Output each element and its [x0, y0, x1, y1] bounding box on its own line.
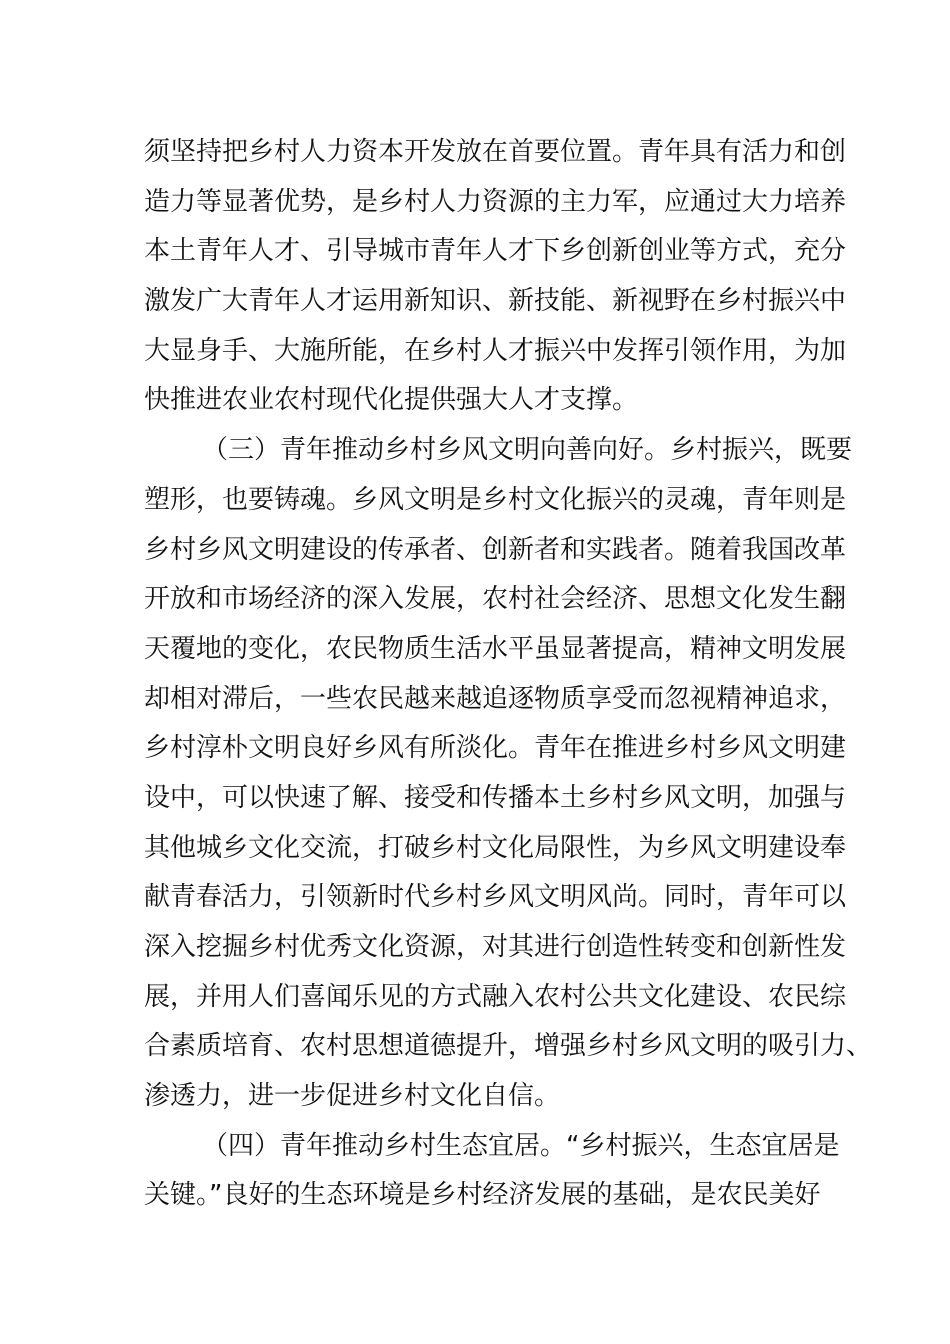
text-line: 乡村乡风文明建设的传承者、创新者和实践者。随着我国改革 — [144, 534, 847, 565]
text-line: 开放和市场经济的深入发展，农村社会经济、思想文化发生翻 — [144, 584, 847, 615]
text-line: 乡村淳朴文明良好乡风有所淡化。青年在推进乡村乡风文明建 — [144, 733, 847, 764]
text-line: 关键。”良好的生态环境是乡村经济发展的基础，是农民美好 — [144, 1180, 821, 1211]
text-line: 献青春活力，引领新时代乡村乡风文明风尚。同时，青年可以 — [144, 882, 847, 913]
text-line: 快推进农业农村现代化提供强大人才支撑。 — [144, 385, 639, 416]
text-line: 合素质培育、农村思想道德提升，增强乡村乡风文明的吸引力、 — [144, 1031, 873, 1062]
text-line: 须坚持把乡村人力资本开发放在首要位置。青年具有活力和创 — [144, 137, 847, 167]
text-line: 却相对滞后，一些农民越来越追逐物质享受而忽视精神追求， — [144, 683, 847, 714]
text-line: 激发广大青年人才运用新知识、新技能、新视野在乡村振兴中 — [144, 286, 847, 317]
section-heading-three: （三）青年推动乡村乡风文明向善向好。乡村振兴，既要 — [202, 435, 853, 466]
text-line: 造力等显著优势，是乡村人力资源的主力军，应通过大力培养 — [144, 186, 847, 217]
text-line: 设中，可以快速了解、接受和传播本土乡村乡风文明，加强与 — [144, 782, 847, 813]
text-line: 天覆地的变化，农民物质生活水平虽显著提高，精神文明发展 — [144, 633, 847, 664]
section-heading-four: （四）青年推动乡村生态宜居。“乡村振兴，生态宜居是 — [202, 1130, 840, 1161]
text-line: 本土青年人才、引导城市青年人才下乡创新创业等方式，充分 — [144, 236, 847, 267]
text-line: 渗透力，进一步促进乡村文化自信。 — [144, 1081, 561, 1112]
text-line: 深入挖掘乡村优秀文化资源，对其进行创造性转变和创新性发 — [144, 932, 847, 962]
text-line: 大显身手、大施所能，在乡村人才振兴中发挥引领作用，为加 — [144, 335, 847, 366]
text-line: 其他城乡文化交流，打破乡村文化局限性，为乡风文明建设奉 — [144, 832, 847, 863]
text-line: 塑形，也要铸魂。乡风文明是乡村文化振兴的灵魂，青年则是 — [144, 484, 847, 515]
text-line: 展，并用人们喜闻乐见的方式融入农村公共文化建设、农民综 — [144, 981, 847, 1012]
body-text — [144, 128, 873, 1221]
